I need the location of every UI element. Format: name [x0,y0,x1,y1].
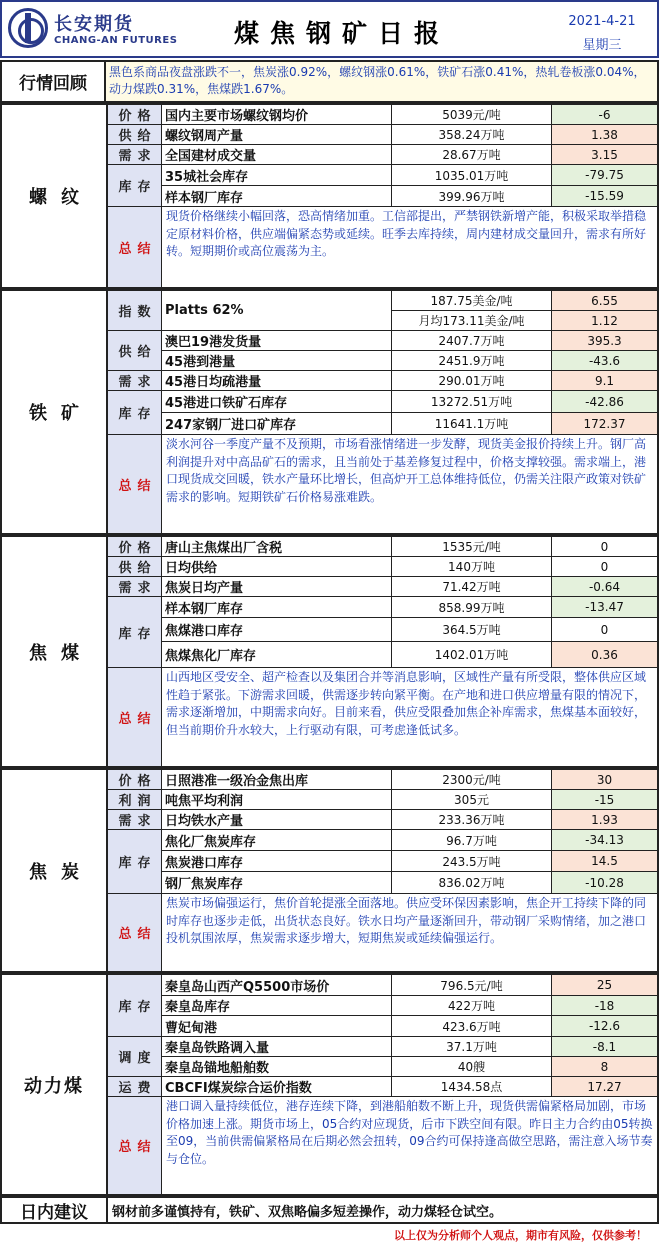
row-category: 需求 [108,371,162,390]
row-value: 5039元/吨 [392,105,552,124]
row-change: -10.28 [552,872,657,893]
row-name: 吨焦平均利润 [162,790,392,809]
section-label: 焦煤 [2,537,108,766]
row-category: 调度 [108,1037,162,1076]
row-change: 9.1 [552,371,657,390]
table-row-group [108,1037,657,1077]
row-change: 6.55 [552,291,657,311]
section-thermal-coal [0,973,659,1196]
report-date: 2021-4-21 [568,14,636,29]
table-row [108,125,657,145]
section-label: 焦炭 [2,770,108,971]
row-category: 供给 [108,125,162,144]
row-name: 螺纹钢周产量 [162,125,392,144]
row-value: 243.5万吨 [392,851,552,872]
row-change: -12.6 [552,1016,657,1036]
row-category: 供给 [108,557,162,576]
table-row-group [108,597,657,668]
row-name: 秦皇岛铁路调入量 [162,1037,392,1057]
row-name: 焦煤港口库存 [162,618,392,642]
row-name: Platts 62% [162,291,392,330]
row-name: 钢厂焦炭库存 [162,872,392,893]
table-row [108,557,657,577]
row-change: -34.13 [552,830,657,851]
row-name: 日均供给 [162,557,392,576]
row-value: 1535元/吨 [392,537,552,556]
row-category: 需求 [108,145,162,164]
row-name: 澳巴19港发货量 [162,331,392,351]
table-row-group [108,165,657,207]
row-category: 利润 [108,790,162,809]
row-value: 796.5元/吨 [392,975,552,996]
row-change: 3.15 [552,145,657,164]
company-logo-icon [8,8,48,48]
row-name: 焦煤焦化厂库存 [162,642,392,667]
table-row [108,810,657,830]
summary-block [108,207,657,287]
summary-block [108,894,657,971]
table-row [108,145,657,165]
row-name: CBCFI煤炭综合运价指数 [162,1077,392,1096]
row-value: 96.7万吨 [392,830,552,851]
company-name-cn: 长安期货 [54,14,134,35]
row-change: 25 [552,975,657,996]
row-change: 395.3 [552,331,657,351]
row-value: 364.5万吨 [392,618,552,642]
row-value: 858.99万吨 [392,597,552,618]
row-name: 焦炭港口库存 [162,851,392,872]
company-name-en: CHANG-AN FUTURES [54,35,178,46]
table-row [108,537,657,557]
row-category: 需求 [108,810,162,829]
advice-text: 钢材前多谨慎持有，铁矿、双焦略偏多短差操作，动力煤轻仓试空。 [112,1205,503,1220]
report-title: 煤焦钢矿日报 [233,19,450,48]
row-name: 样本钢厂库存 [162,597,392,618]
row-value: 40艘 [392,1057,552,1076]
row-change: -15 [552,790,657,809]
summary-label: 总结 [108,207,162,287]
row-change: 1.93 [552,810,657,829]
summary-label: 总结 [108,1097,162,1194]
row-name: 日均铁水产量 [162,810,392,829]
row-change: -6 [552,105,657,124]
row-value: 月均173.11美金/吨 [392,311,552,330]
row-change: -43.6 [552,351,657,370]
summary-block [108,1097,657,1194]
market-review [0,60,659,103]
section-coke [0,768,659,973]
row-category: 库存 [108,830,162,893]
table-row [108,790,657,810]
row-change: 0 [552,557,657,576]
summary-label: 总结 [108,435,162,533]
row-value: 187.75美金/吨 [392,291,552,311]
row-category: 库存 [108,975,162,1036]
row-value: 1434.58点 [392,1077,552,1096]
disclaimer: 以上仅为分析师个人观点，期市有风险，仅供参考！ [394,1229,647,1242]
row-name: 247家钢厂进口矿库存 [162,413,392,434]
summary-label: 总结 [108,894,162,971]
section-label: 铁矿 [2,291,108,533]
row-name: 焦炭日均产量 [162,577,392,596]
row-category: 库存 [108,597,162,667]
row-category: 指数 [108,291,162,330]
summary-text: 淡水河谷一季度产量不及预期，市场看涨情绪进一步发酵，现货美金报价持续上升。钢厂高利润提升对中高品矿石的需求，且当前处于基差修复过程中，价格支撑较强。需求端上，港口现货成交回暖，铁水产量环比增长，但高炉开工总体维持低位，仍需关注限产政策对铁矿需求的影响。短期铁矿石价格易涨难跌。 [162,435,657,533]
row-change: -8.1 [552,1037,657,1057]
row-value: 399.96万吨 [392,186,552,206]
row-change: 172.37 [552,413,657,434]
row-name: 唐山主焦煤出厂含税 [162,537,392,556]
row-value: 290.01万吨 [392,371,552,390]
row-category: 需求 [108,577,162,596]
row-value: 71.42万吨 [392,577,552,596]
row-name: 秦皇岛锚地船舶数 [162,1057,392,1076]
row-name: 曹妃甸港 [162,1016,392,1036]
row-value: 836.02万吨 [392,872,552,893]
section-coking-coal [0,535,659,768]
row-value: 37.1万吨 [392,1037,552,1057]
table-row [108,770,657,790]
row-value: 2407.7万吨 [392,331,552,351]
row-category: 价格 [108,770,162,789]
row-category: 供给 [108,331,162,370]
row-change: 14.5 [552,851,657,872]
row-change: -15.59 [552,186,657,206]
row-change: 0 [552,537,657,556]
section-rebar [0,103,659,289]
report-weekday: 星期三 [582,38,622,53]
table-row-group [108,391,657,435]
intraday-advice [0,1196,659,1224]
row-change: 0 [552,618,657,642]
row-change: -13.47 [552,597,657,618]
row-name: 45港进口铁矿石库存 [162,391,392,413]
row-name: 45港日均疏港量 [162,371,392,390]
row-value: 140万吨 [392,557,552,576]
row-name: 秦皇岛山西产Q5500市场价 [162,975,392,996]
summary-text: 山西地区受安全、超产检查以及集团合并等消息影响，区域性产量有所受限，整体供应区域性趋于紧张。下游需求回暖，供需逐步转向紧平衡。在产地和进口供应增量有限的情况下，需求逐渐增加，中期需求向好。目前来看，供应受限叠加焦企补库需求，焦煤基本面较好，但当前期价升水较大，上行驱动有限，可考虑逢低试多。 [162,668,657,766]
row-name: 秦皇岛库存 [162,996,392,1016]
table-row [108,1077,657,1097]
row-change: 1.38 [552,125,657,144]
row-change: -42.86 [552,391,657,413]
row-value: 358.24万吨 [392,125,552,144]
section-iron-ore [0,289,659,535]
row-change: 8 [552,1057,657,1076]
market-review-text: 黑色系商品夜盘涨跌不一，焦炭涨0.92%，螺纹钢涨0.61%，铁矿石涨0.41%，热轧卷板涨0.04%，动力煤跌0.31%，焦煤跌1.67%。 [109,65,646,96]
table-row-group [108,830,657,894]
row-change: -18 [552,996,657,1016]
table-row-group [108,291,657,331]
summary-block [108,435,657,533]
row-category: 库存 [108,165,162,206]
summary-text: 现货价格继续小幅回落，恐高情绪加重。工信部提出，严禁钢铁新增产能，积极采取举措稳定原材料价格，供应端偏紧态势或延续。旺季去库持续，周内建材成交量回升，需求有所好转。短期期价或高位震荡为主。 [162,207,657,287]
row-change: 0.36 [552,642,657,667]
row-name: 全国建材成交量 [162,145,392,164]
row-value: 13272.51万吨 [392,391,552,413]
row-name: 日照港准一级冶金焦出库 [162,770,392,789]
row-name: 35城社会库存 [162,165,392,186]
summary-label: 总结 [108,668,162,766]
row-name: 国内主要市场螺纹钢均价 [162,105,392,124]
row-name: 样本钢厂库存 [162,186,392,206]
table-row [108,577,657,597]
market-review-label: 行情回顾 [2,62,106,101]
row-change: 1.12 [552,311,657,330]
section-label: 动力煤 [2,975,108,1194]
row-category: 运费 [108,1077,162,1096]
row-value: 233.36万吨 [392,810,552,829]
row-category: 库存 [108,391,162,434]
row-value: 422万吨 [392,996,552,1016]
advice-label: 日内建议 [2,1198,108,1222]
row-change: -0.64 [552,577,657,596]
table-row [108,105,657,125]
section-label: 螺纹 [2,105,108,287]
row-value: 423.6万吨 [392,1016,552,1036]
row-change: 30 [552,770,657,789]
summary-text: 港口调入量持续低位，港存连续下降，到港船舶数不断上升，现货供需偏紧格局加剧，市场价格加速上涨。期货市场上，05合约对应现货，后市下跌空间有限。昨日主力合约由05转换至09，当前供需偏紧格局在后期必然会扭转，09合约可保持逢高做空思路，需注意入场节奏与仓位。 [162,1097,657,1194]
summary-text: 焦炭市场偏强运行，焦价首轮提涨全面落地。供应受环保因素影响，焦企开工持续下降的同时库存也逐步走低，出货状态良好。铁水日均产量逐渐回升，带动钢厂采购情绪，加之港口投机氛围浓厚，焦炭需求逐步增大，短期焦炭或延续偏强运行。 [162,894,657,971]
row-name: 45港到港量 [162,351,392,370]
row-category: 价格 [108,537,162,556]
row-category: 价格 [108,105,162,124]
row-value: 1402.01万吨 [392,642,552,667]
row-change: -79.75 [552,165,657,186]
row-value: 28.67万吨 [392,145,552,164]
row-value: 2300元/吨 [392,770,552,789]
row-value: 11641.1万吨 [392,413,552,434]
report-header [0,0,659,58]
table-row-group [108,975,657,1037]
row-value: 1035.01万吨 [392,165,552,186]
row-name: 焦化厂焦炭库存 [162,830,392,851]
summary-block [108,668,657,766]
table-row-group [108,331,657,371]
row-change: 17.27 [552,1077,657,1096]
table-row [108,371,657,391]
row-value: 305元 [392,790,552,809]
row-value: 2451.9万吨 [392,351,552,370]
